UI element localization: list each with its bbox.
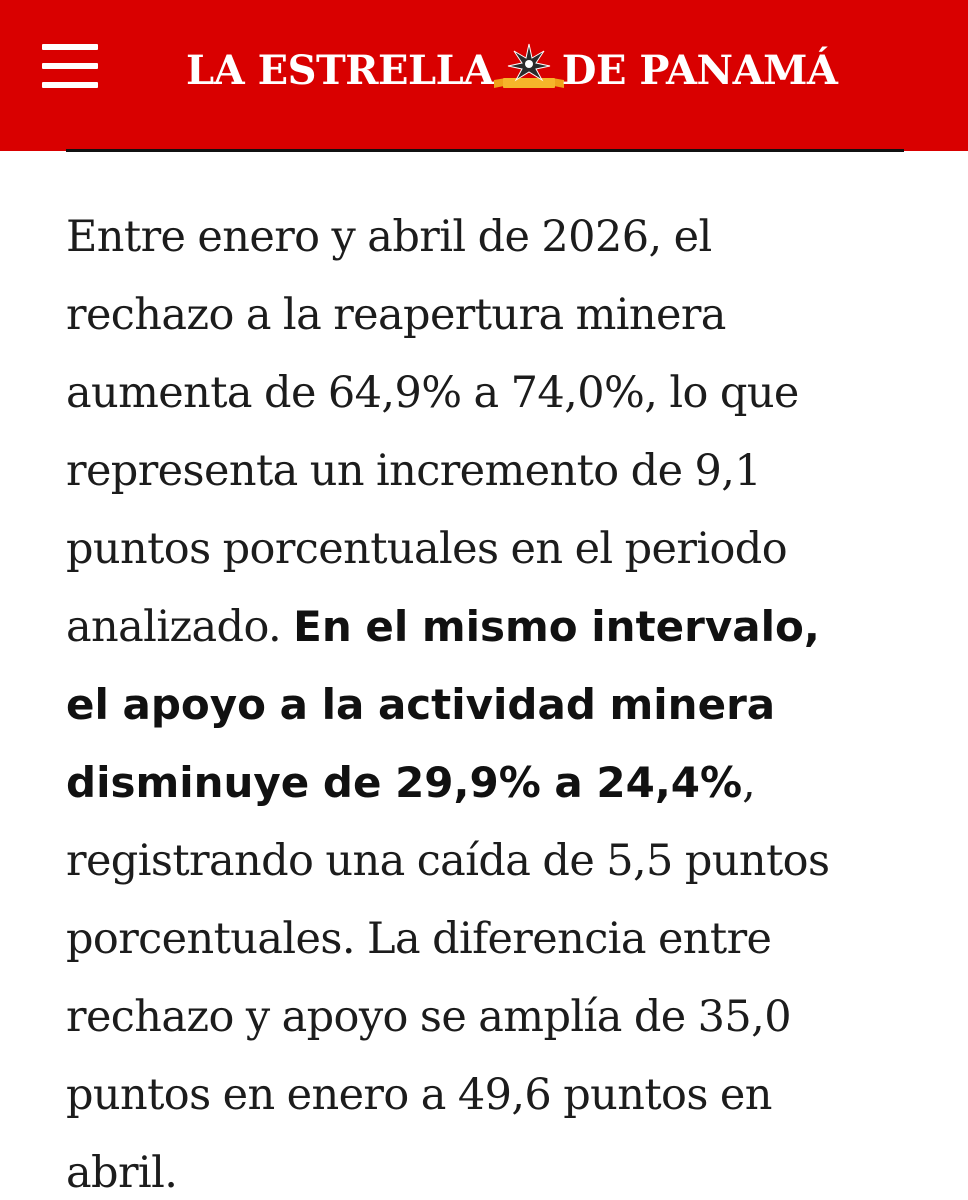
article-line <box>66 588 926 666</box>
article-line: abril. <box>66 1148 178 1198</box>
article-line <box>66 666 926 744</box>
star-emblem-icon <box>492 42 566 98</box>
menu-bar <box>42 82 98 88</box>
menu-bar <box>42 63 98 69</box>
article-line: rechazo a la reapertura minera <box>66 290 726 340</box>
article-line: Entre enero y abril de 2026, el <box>66 212 712 262</box>
article-line: registrando una caída de 5,5 puntos <box>66 836 830 886</box>
site-logo[interactable] <box>186 38 838 102</box>
article-line: porcentuales. La diferencia entre <box>66 914 772 964</box>
header-divider <box>66 149 904 152</box>
article-bold-text: En el mismo intervalo, <box>293 602 820 651</box>
site-header <box>0 0 968 151</box>
logo-text-right: DE PANAMÁ <box>561 46 838 94</box>
menu-bar <box>42 44 98 50</box>
article-bold-text: disminuye de 29,9% a 24,4% <box>66 758 743 807</box>
article-paragraph <box>66 198 926 1200</box>
article-line: puntos porcentuales en el periodo <box>66 524 788 574</box>
article-text: , <box>742 758 756 808</box>
article-bold-text: el apoyo a la actividad minera <box>66 680 776 729</box>
article-line: aumenta de 64,9% a 74,0%, lo que <box>66 368 799 418</box>
article-line: rechazo y apoyo se amplía de 35,0 <box>66 992 791 1042</box>
article-line <box>66 744 926 822</box>
article-line: puntos en enero a 49,6 puntos en <box>66 1070 772 1120</box>
article-text: analizado. <box>66 602 294 652</box>
article-line: representa un incremento de 9,1 <box>66 446 762 496</box>
logo-text-left: LA ESTRELLA <box>186 46 494 94</box>
hamburger-menu-icon[interactable] <box>42 44 98 90</box>
